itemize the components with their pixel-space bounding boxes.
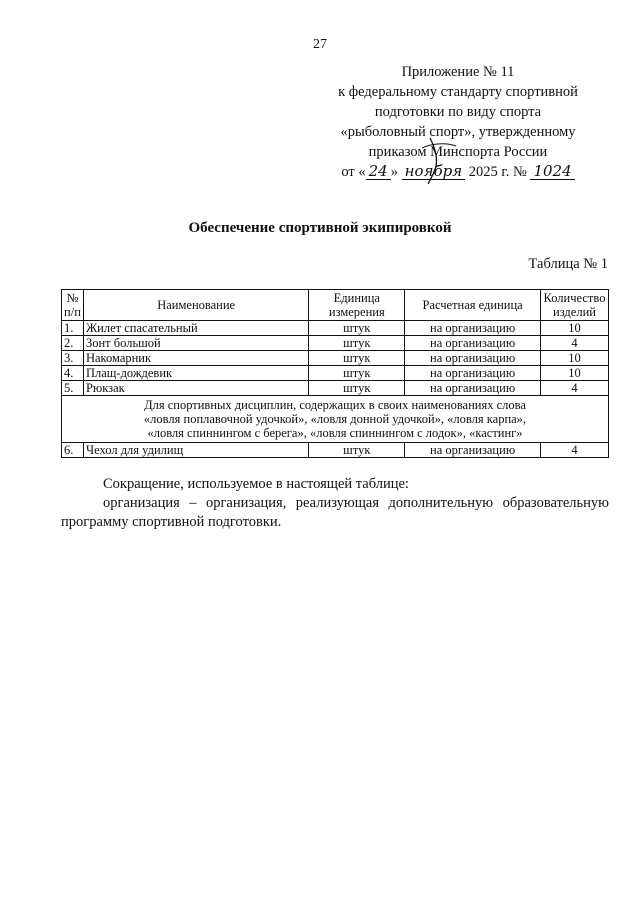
cell-quantity: 10 (540, 366, 608, 381)
order-number: 1024 (530, 163, 574, 180)
equipment-table (61, 289, 609, 458)
date-prefix: от « (341, 164, 366, 180)
cell-number: 6. (62, 443, 84, 458)
appendix-line-5: приказом Минспорта России (368, 144, 548, 160)
cell-calc-unit: на организацию (405, 351, 541, 366)
table-row (62, 351, 609, 366)
table-section-note (62, 396, 609, 443)
date-separator: » (390, 164, 398, 180)
cell-unit: штук (309, 321, 405, 336)
appendix-line-4: «рыболовный спорт», утвержденному (340, 124, 576, 140)
table-label: Таблица № 1 (528, 256, 608, 272)
cell-quantity: 10 (540, 321, 608, 336)
cell-name: Чехол для удилищ (83, 443, 308, 458)
cell-calc-unit: на организацию (405, 366, 541, 381)
cell-unit: штук (309, 366, 405, 381)
cell-quantity: 4 (540, 381, 608, 396)
cell-number: 2. (62, 336, 84, 351)
cell-unit: штук (309, 443, 405, 458)
cell-quantity: 4 (540, 443, 608, 458)
section-note-cell (62, 396, 609, 443)
abbreviation-section (61, 475, 609, 532)
table-header-row (62, 290, 609, 321)
cell-number: 5. (62, 381, 84, 396)
header-quantity: Количество изделий (540, 290, 608, 321)
cell-calc-unit: на организацию (405, 443, 541, 458)
date-month: ноября (402, 163, 466, 180)
table-row (62, 321, 609, 336)
table-row (62, 366, 609, 381)
cell-name: Зонт большой (83, 336, 308, 351)
cell-number: 3. (62, 351, 84, 366)
cell-name: Плащ-дождевик (83, 366, 308, 381)
cell-name: Рюкзак (83, 381, 308, 396)
cell-name: Жилет спасательный (83, 321, 308, 336)
appendix-title: Приложение № 11 (401, 64, 515, 80)
document-title: Обеспечение спортивной экипировкой (188, 220, 452, 236)
cell-unit: штук (309, 381, 405, 396)
abbreviation-definition: организация – организация, реализующая дополнительную образовательную программу спортивной подготовки. (61, 495, 609, 530)
date-year: 2025 г. № (468, 164, 527, 180)
appendix-line-3: подготовки по виду спорта (374, 104, 542, 120)
date-day: 24 (366, 163, 391, 180)
cell-unit: штук (309, 336, 405, 351)
abbreviation-intro: Сокращение, используемое в настоящей таблице: (103, 476, 409, 492)
note-line-3: «ловля спиннингом с берега», «ловля спиннингом с лодок», «кастинг» (147, 426, 523, 440)
signature-stroke (400, 128, 480, 188)
cell-number: 1. (62, 321, 84, 336)
header-number: № п/п (62, 290, 84, 321)
appendix-line-2: к федеральному стандарту спортивной (338, 84, 578, 100)
cell-calc-unit: на организацию (405, 321, 541, 336)
table-row (62, 336, 609, 351)
note-line-2: «ловля поплавочной удочкой», «ловля донной удочкой», «ловля карпа», (143, 412, 527, 426)
table-row (62, 381, 609, 396)
page-number: 27 (313, 37, 327, 52)
cell-quantity: 4 (540, 336, 608, 351)
cell-unit: штук (309, 351, 405, 366)
header-calc-unit: Расчетная единица (405, 290, 541, 321)
cell-number: 4. (62, 366, 84, 381)
cell-quantity: 10 (540, 351, 608, 366)
header-name: Наименование (83, 290, 308, 321)
cell-calc-unit: на организацию (405, 336, 541, 351)
table-row (62, 443, 609, 458)
cell-calc-unit: на организацию (405, 381, 541, 396)
header-unit: Единица измерения (309, 290, 405, 321)
note-line-1: Для спортивных дисциплин, содержащих в своих наименованиях слова (144, 398, 526, 412)
cell-name: Накомарник (83, 351, 308, 366)
